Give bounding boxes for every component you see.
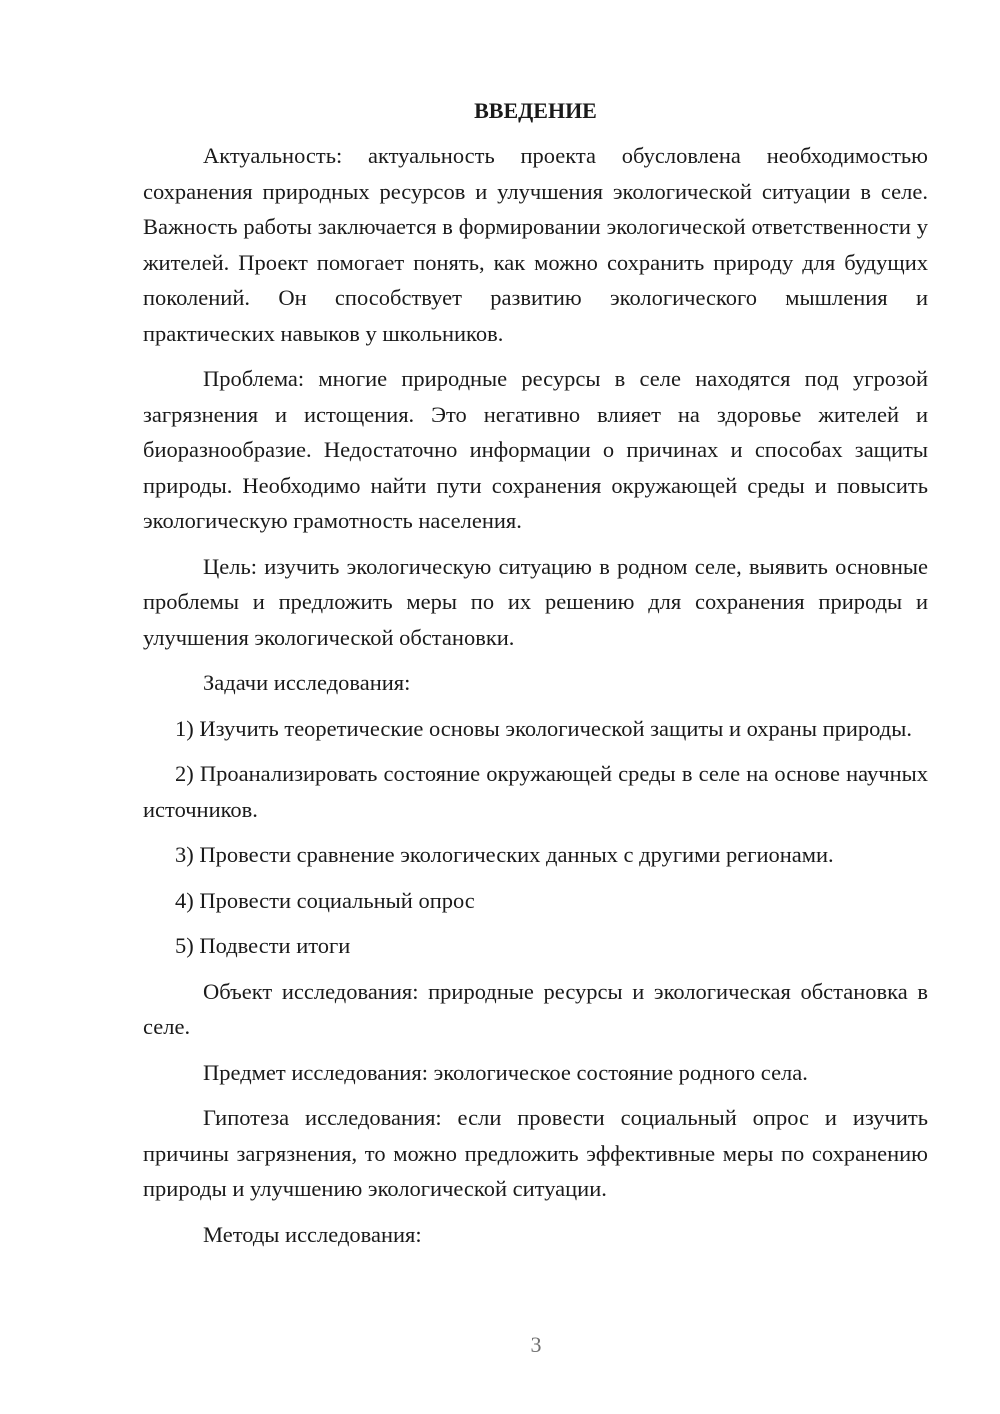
page-number: 3 [530, 1332, 542, 1357]
paragraph-relevance: Актуальность: актуальность проекта обусловлена необходимостью сохранения природных ресурсов и улучшения экологической ситуации в селе. Важность работы заключается в формировании экологической ответственности у жителей. Проект помогает понять, как можно сохранить природу для будущих поколений. Он способствует развитию экологического мышления и практических навыков у школьников. [143, 143, 928, 346]
section-title: ВВЕДЕНИЕ [474, 98, 597, 123]
paragraph-subject: Предмет исследования: экологическое состояние родного села. [203, 1059, 808, 1085]
task-item-2: 2) Проанализировать состояние окружающей среды в селе на основе научных источников. [143, 761, 928, 822]
task-item-1: 1) Изучить теоретические основы экологической защиты и охраны природы. [175, 715, 912, 741]
paragraph-methods: Методы исследования: [203, 1221, 422, 1247]
task-item-3: 3) Провести сравнение экологических данных с другими регионами. [175, 842, 834, 867]
document-page [143, 94, 928, 1262]
paragraph-object: Объект исследования: природные ресурсы и экологическая обстановка в селе. [143, 978, 928, 1039]
paragraph-hypothesis: Гипотеза исследования: если провести социальный опрос и изучить причины загрязнения, то можно предложить эффективные меры по сохранению природы и улучшению экологической ситуации. [143, 1105, 928, 1201]
task-item-4: 4) Провести социальный опрос [175, 887, 475, 913]
paragraph-problem: Проблема: многие природные ресурсы в селе находятся под угрозой загрязнения и истощения. Это негативно влияет на здоровье жителей и биоразнообразие. Недостаточно информации о причинах и способах защиты природы. Необходимо найти пути сохранения окружающей среды и повысить экологическую грамотность населения. [143, 366, 928, 533]
task-item-5: 5) Подвести итоги [175, 933, 351, 958]
paragraph-goal: Цель: изучить экологическую ситуацию в родном селе, выявить основные проблемы и предложить меры по их решению для сохранения природы и улучшения экологической обстановки. [143, 553, 928, 650]
paragraph-tasks-heading: Задачи исследования: [203, 670, 411, 695]
